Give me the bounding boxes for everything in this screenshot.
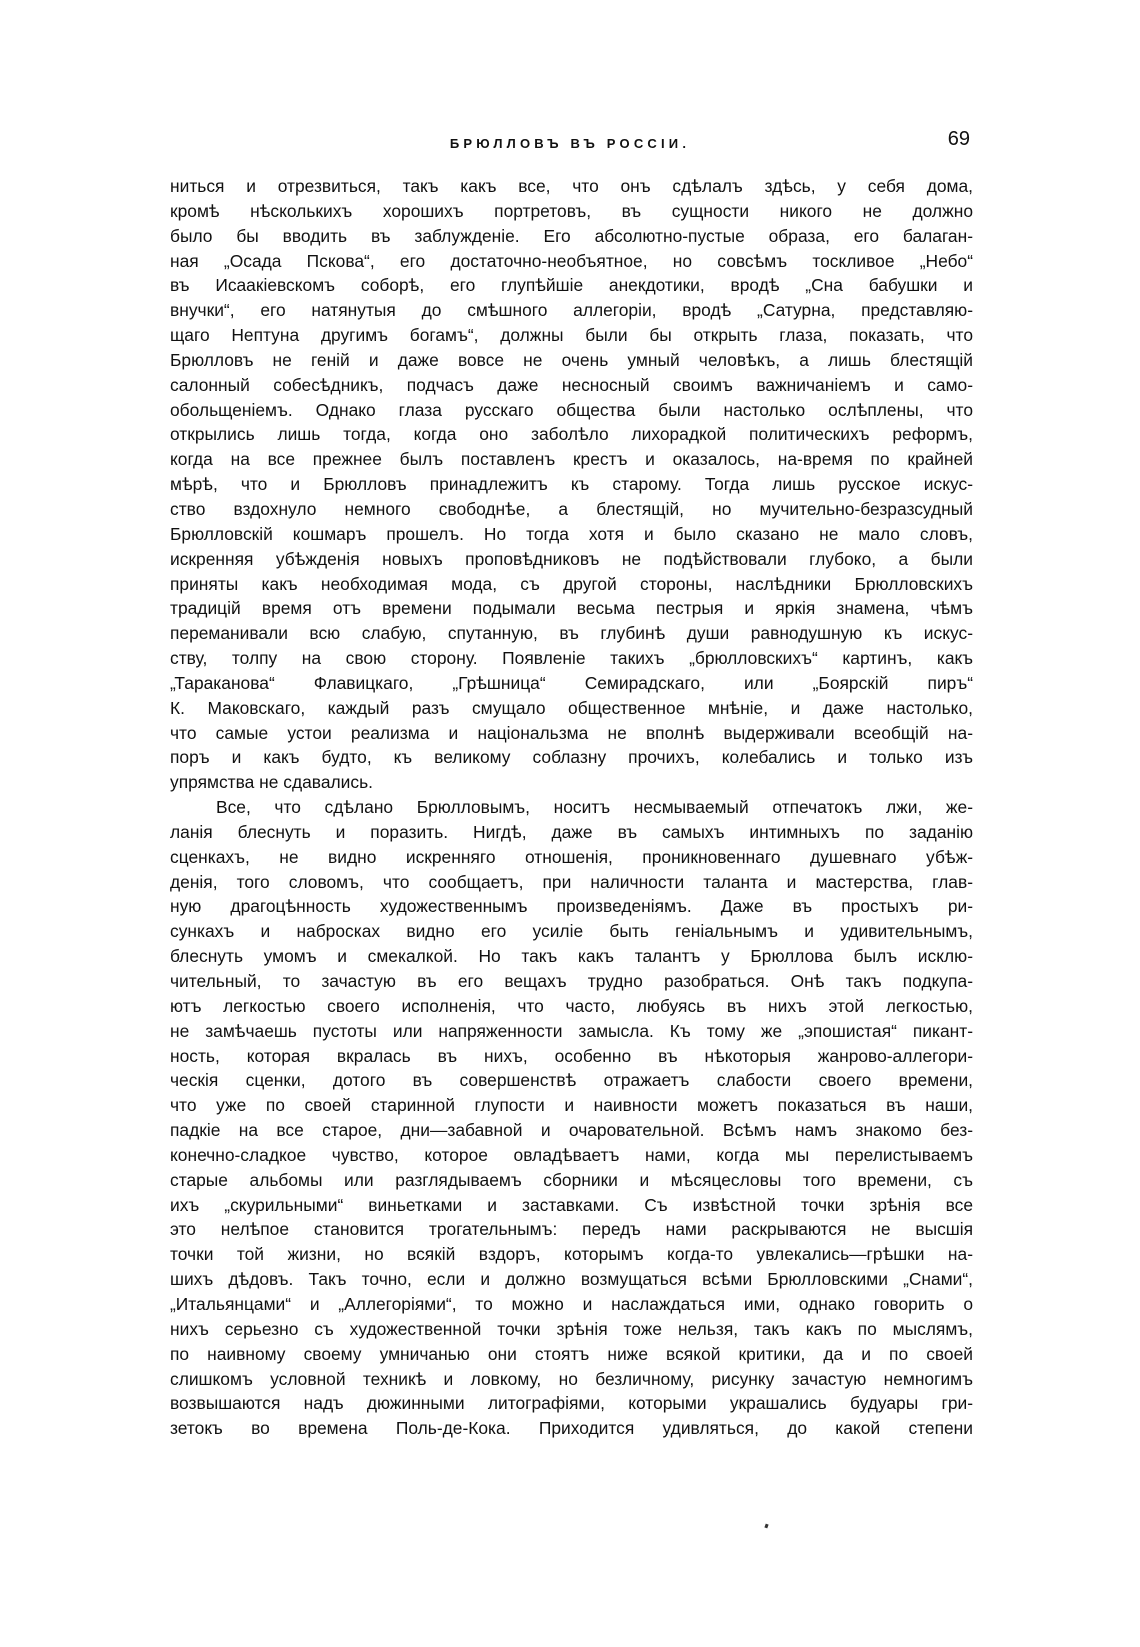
body-text <box>170 174 973 1466</box>
text-line: конечно-сладкое чувство, которое овладѣваетъ нами, когда мы перелистываемъ <box>170 1144 973 1165</box>
text-line: нихъ серьезно съ художественной точки зрѣнія тоже нельзя, такъ какъ по мыслямъ, <box>170 1318 973 1339</box>
text-line: искренняя убѣжденія новыхъ проповѣдниковъ не подѣйствовали глубоко, а были <box>170 548 973 569</box>
text-line: шихъ дѣдовъ. Такъ точно, если и должно возмущаться всѣми Брюлловскими „Снами“, <box>170 1269 973 1290</box>
text-line: ниться и отрезвиться, такъ какъ все, что онъ сдѣлалъ здѣсь, у себя дома, <box>170 176 973 196</box>
text-line: обольщеніемъ. Однако глаза русскаго общества были настолько ослѣплены, что <box>170 399 973 420</box>
text-line: ную драгоцѣнность художественнымъ произведеніямъ. Даже въ простыхъ ри- <box>170 896 973 917</box>
text-line: ство вздохнуло немного свободнѣе, а блестящій, но мучительно-безразсудный <box>170 498 973 519</box>
page-number: 69 <box>947 128 970 150</box>
text-line: падкіе на все старое, дни—забавной и очаровательной. Всѣмъ намъ знакомо без- <box>170 1120 973 1141</box>
text-line: зетокъ во времена Поль-де-Кока. Приходится удивляться, до какой степени <box>170 1418 973 1439</box>
text-line: ческія сценки, дотого въ совершенствѣ отражаетъ слабости своего времени, <box>170 1070 973 1091</box>
paragraph-start-line: Все, что сдѣлано Брюлловымъ, носитъ несмываемый отпечатокъ лжи, же- <box>216 797 973 818</box>
text-line: точки той жизни, но всякій вздоръ, которымъ когда-то увлекались—грѣшки на- <box>170 1244 973 1265</box>
text-line: ихъ „скурильными“ виньетками и заставками. Съ извѣстной точки зрѣнія все <box>170 1194 973 1215</box>
text-line: по наивному своему умничанью они стоятъ ниже всякой критики, да и по своей <box>170 1343 973 1364</box>
ink-speck <box>764 1524 768 1529</box>
text-line: когда на все прежнее былъ поставленъ крестъ и оказалось, на-время по крайней <box>170 449 973 470</box>
text-line: внучки“, его натянутыя до смѣшного аллегоріи, вродѣ „Сатурна, представляю- <box>170 300 973 321</box>
text-line: что самые устои реализма и національзма не вполнѣ выдерживали всеобщій на- <box>170 722 973 743</box>
text-line: открылись лишь тогда, когда оно заболѣло лихорадкой политическихъ реформъ, <box>170 424 973 445</box>
text-line: въ Исаакіевскомъ соборѣ, его глупѣйшіе анекдотики, вродѣ „Сна бабушки и <box>170 275 973 296</box>
text-line <box>170 1441 973 1466</box>
text-line: салонный собесѣдникъ, подчасъ даже несносный своимъ важничаніемъ и само- <box>170 374 973 395</box>
text-line: приняты какъ необходимая мода, съ другой стороны, наслѣдники Брюлловскихъ <box>170 573 973 594</box>
text-line: старые альбомы или разглядываемъ сборники и мѣсяцесловы того времени, съ <box>170 1169 973 1190</box>
text-line: сункахъ и набросках видно его усиліе быть геніальнымъ и удивительнымъ, <box>170 921 973 942</box>
text-line: переманивали всю слабую, спутанную, въ глубинѣ души равнодушную къ искус- <box>170 623 973 644</box>
text-line: кромѣ нѣсколькихъ хорошихъ портретовъ, въ сущности никого не должно <box>170 200 973 221</box>
text-line: чительный, то зачастую въ его вещахъ трудно разобраться. Онѣ такъ подкупа- <box>170 971 973 991</box>
text-line: ность, которая вкралась въ нихъ, особенно въ нѣкоторыя жанрово-аллегори- <box>170 1045 973 1066</box>
text-line: мѣрѣ, что и Брюлловъ принадлежитъ къ старому. Тогда лишь русское искус- <box>170 474 973 495</box>
text-line: что уже по своей старинной глупости и наивности можетъ показаться въ наши, <box>170 1095 973 1116</box>
text-line: блеснуть умомъ и смекалкой. Но такъ какъ талантъ у Брюллова былъ исклю- <box>170 946 973 967</box>
text-line: сценкахъ, не видно искренняго отношенія, проникновеннаго душевнаго убѣж- <box>170 846 973 867</box>
text-line: ланія блеснуть и поразить. Нигдѣ, даже въ самыхъ интимныхъ по заданію <box>170 821 973 842</box>
text-line: поръ и какъ будто, къ великому соблазну прочихъ, колебались и только изъ <box>170 747 973 768</box>
text-line: было бы вводить въ заблужденіе. Его абсолютно-пустые образа, его балаган- <box>170 225 973 246</box>
text-line: не замѣчаешь пустоты или напряженности замысла. Къ тому же „эпошистая“ пикант- <box>170 1020 973 1041</box>
text-line: Брюлловъ не геній и даже вовсе не очень умный человѣкъ, а лишь блестящій <box>170 349 973 370</box>
text-line: „Итальянцами“ и „Аллегоріями“, то можно и наслаждаться ими, однако говорить о <box>170 1293 973 1314</box>
paragraph-end-line: упрямства не сдавались. <box>170 772 373 793</box>
text-line: слишкомъ условной техникѣ и ловкому, но безличному, рисунку зачастую немногимъ <box>170 1368 973 1389</box>
text-line: денія, того словомъ, что сообщаетъ, при наличности таланта и мастерства, глав- <box>170 871 973 892</box>
text-line: „Тараканова“ Флавицкаго, „Грѣшница“ Семирадскаго, или „Боярскій пиръ“ <box>170 672 973 693</box>
text-line: К. Маковскаго, каждый разъ смущало общественное мнѣніе, и даже настолько, <box>170 697 973 718</box>
running-title: БРЮЛЛОВЪ ВЪ РОССIИ. <box>449 136 691 151</box>
text-line: ству, толпу на свою сторону. Появленіе такихъ „брюлловскихъ“ картинъ, какъ <box>170 648 973 669</box>
text-line: это нелѣпое становится трогательнымъ: передъ нами раскрываются не высшія <box>170 1219 973 1240</box>
running-head <box>170 128 970 158</box>
text-line: традицій время отъ времени подымали весьма пестрыя и яркія знамена, чѣмъ <box>170 598 973 619</box>
text-line: Брюлловскій кошмаръ прошелъ. Но тогда хотя и было сказано не мало словъ, <box>170 523 973 544</box>
text-line: возвышаются надъ дюжинными литографіями, которыми украшались будуары гри- <box>170 1393 973 1414</box>
text-line: щаго Нептуна другимъ богамъ“, должны были бы открыть глаза, показать, что <box>170 325 973 346</box>
text-line: ная „Осада Пскова“, его достаточно-необъятное, но совсѣмъ тоскливое „Небо“ <box>170 250 973 271</box>
text-line: ютъ легкостью своего исполненія, что часто, любуясь въ нихъ этой легкостью, <box>170 995 973 1016</box>
